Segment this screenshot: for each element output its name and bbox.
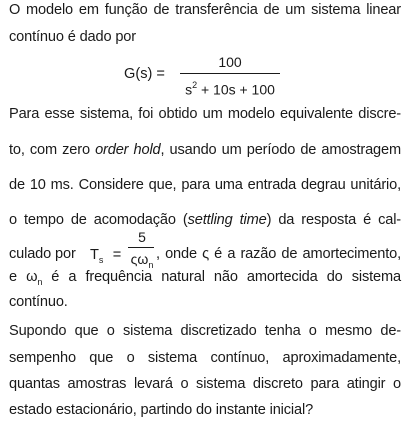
text-line: quantas amostras levará o sistema discreto para atingir o — [9, 376, 401, 392]
equals-sign: = — [112, 247, 122, 263]
text-line: to, com zero order hold, usando um período de amostragem — [9, 142, 401, 158]
settling-time-symbol: $T_s$ — [90, 247, 104, 265]
text-line: Supondo que o sistema discretizado tenha o mesmo de- — [9, 323, 401, 339]
formula-numerator: 5 — [138, 229, 146, 245]
equation-numerator: 100 — [218, 54, 242, 70]
equation-denominator: $s^2 + 10s + 100$ — [185, 80, 275, 98]
text-line: Para esse sistema, foi obtido um modelo equivalente discre- — [9, 106, 401, 122]
text-line: O modelo em função de transferência de um sistema linear — [9, 2, 401, 18]
text-line: contínuo é dado por — [9, 29, 136, 45]
formula-denominator: $\varsigma\omega_n$ — [130, 251, 154, 270]
text-line: o tempo de acomodação (settling time) da resposta é cal- — [9, 212, 401, 228]
text-line: estado estacionário, partindo do instante inicial? — [9, 402, 314, 418]
text-line: sempenho que o sistema contínuo, aproximadamente, — [9, 350, 401, 366]
fraction-bar — [180, 73, 280, 74]
equation-lhs: G(s) = — [124, 66, 165, 82]
fraction-bar — [128, 247, 154, 248]
text-line: de 10 ms. Considere que, para uma entrada degrau unitário, — [9, 177, 401, 193]
text-line: culado por — [9, 246, 76, 262]
text-line: e $\omega_n$ é a frequência natural não amortecida do sistema — [9, 269, 401, 287]
text-line: contínuo. — [9, 294, 68, 310]
text-line: , onde ς é a razão de amortecimento, — [156, 246, 401, 262]
